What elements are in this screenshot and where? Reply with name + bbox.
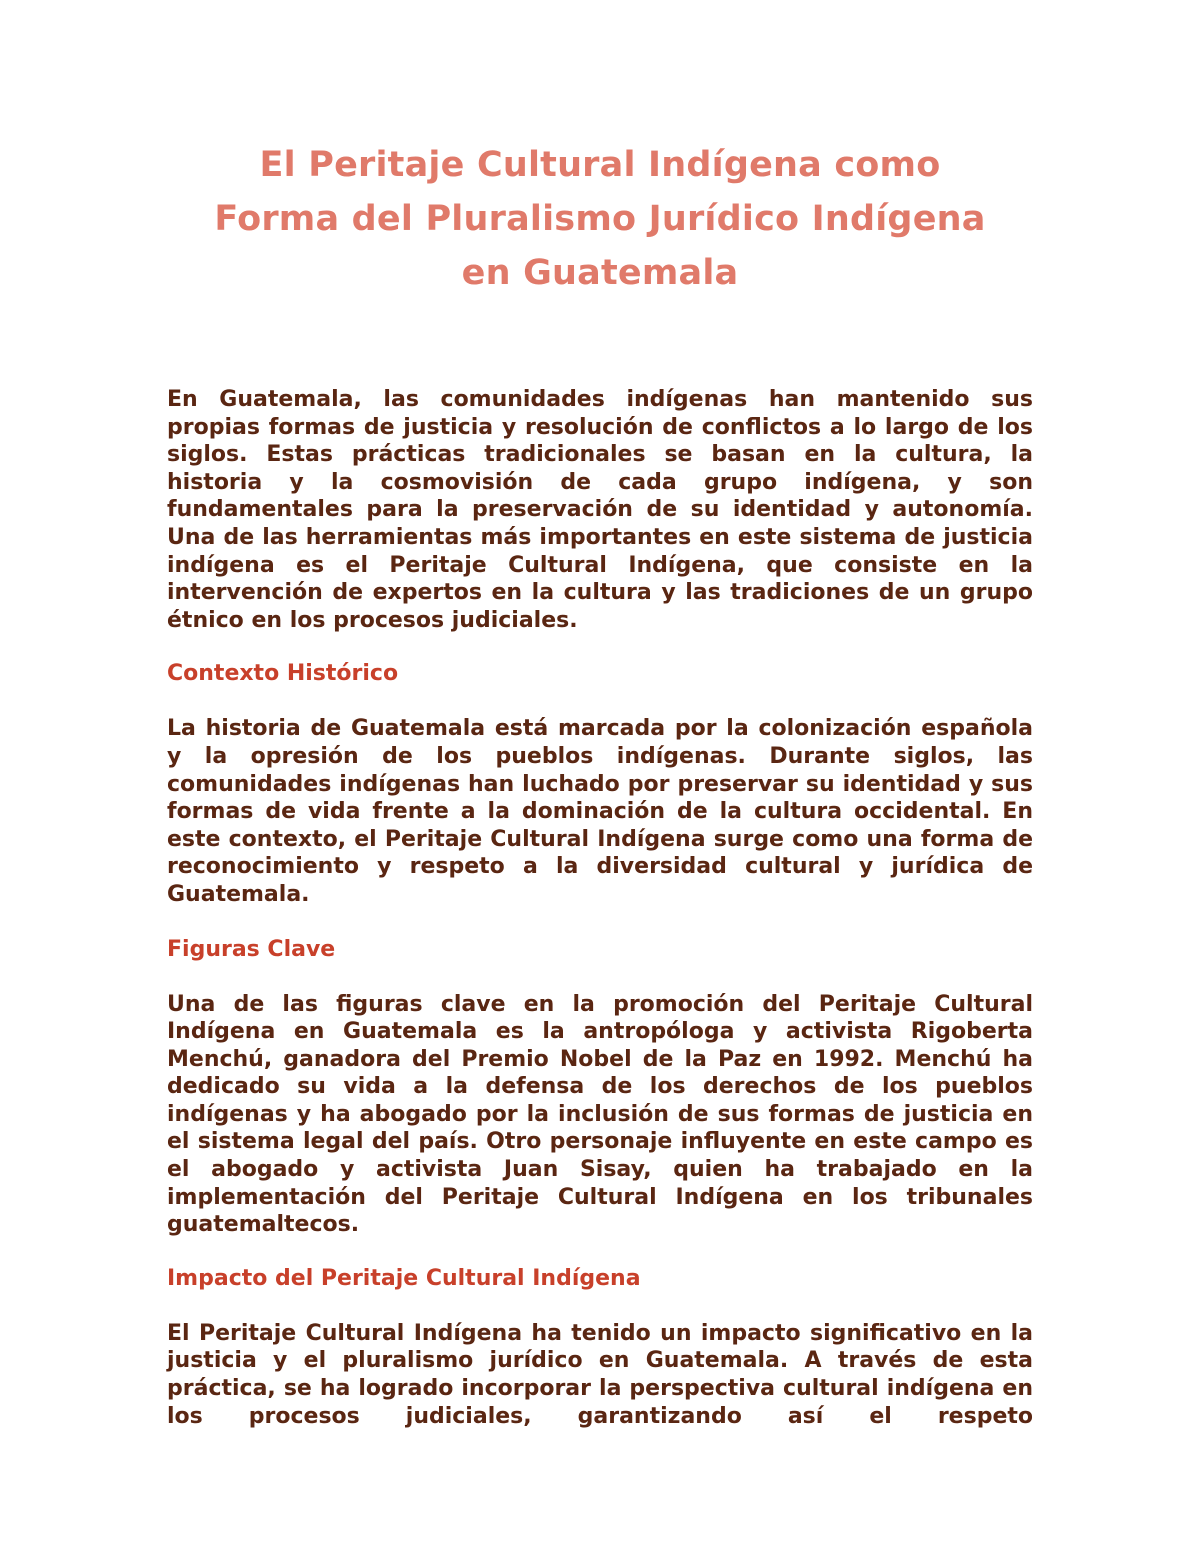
- document-title: [167, 138, 1033, 300]
- section-paragraph-figuras-clave: Una de las figuras clave en la promoción del Peritaje Cultural Indígena en Guatemala es la antropóloga y activista Rigoberta Menchú, ganadora del Premio Nobel de la Paz en 1992. Menchú ha dedicado su vida a la defensa de los derechos de los pueblos indígenas y ha abogado por la inclusión de sus formas de justicia en el sistema legal del país. Otro personaje influyente en este campo es el abogado y activista Juan Sisay, quien ha trabajado en la implementación del Peritaje Cultural Indígena en los tribunales guatemaltecos.: [167, 991, 1033, 1238]
- title-line-1: El Peritaje Cultural Indígena como: [259, 145, 941, 185]
- title-line-2: Forma del Pluralismo Jurídico Indígena: [214, 199, 986, 239]
- section-heading-figuras-clave: Figuras Clave: [167, 936, 336, 962]
- intro-paragraph: En Guatemala, las comunidades indígenas han mantenido sus propias formas de justicia y resolución de conflictos a lo largo de los siglos. Estas prácticas tradicionales se basan en la cultura, la historia y la cosmovisión de cada grupo indígena, y son fundamentales para la preservación de su identidad y autonomía. Una de las herramientas más importantes en este sistema de justicia indígena es el Peritaje Cultural Indígena, que consiste en la intervención de expertos en la cultura y las tradiciones de un grupo étnico en los procesos judiciales.: [167, 387, 1033, 633]
- section-heading-impacto: Impacto del Peritaje Cultural Indígena: [167, 1265, 641, 1291]
- document-page: [167, 138, 1033, 1430]
- section-paragraph-impacto: El Peritaje Cultural Indígena ha tenido un impacto significativo en la justicia y el pluralismo jurídico en Guatemala. A través de esta práctica, se ha logrado incorporar la perspectiva cultural indígena en los procesos judiciales, garantizando así el respeto: [167, 1320, 1033, 1429]
- title-line-3: en Guatemala: [461, 253, 739, 293]
- section-heading-contexto-historico: Contexto Histórico: [167, 661, 399, 687]
- section-paragraph-contexto-historico: La historia de Guatemala está marcada por la colonización española y la opresión de los pueblos indígenas. Durante siglos, las comunidades indígenas han luchado por preservar su identidad y sus formas de vida frente a la dominación de la cultura occidental. En este contexto, el Peritaje Cultural Indígena surge como una forma de reconocimiento y respeto a la diversidad cultural y jurídica de Guatemala.: [167, 716, 1033, 907]
